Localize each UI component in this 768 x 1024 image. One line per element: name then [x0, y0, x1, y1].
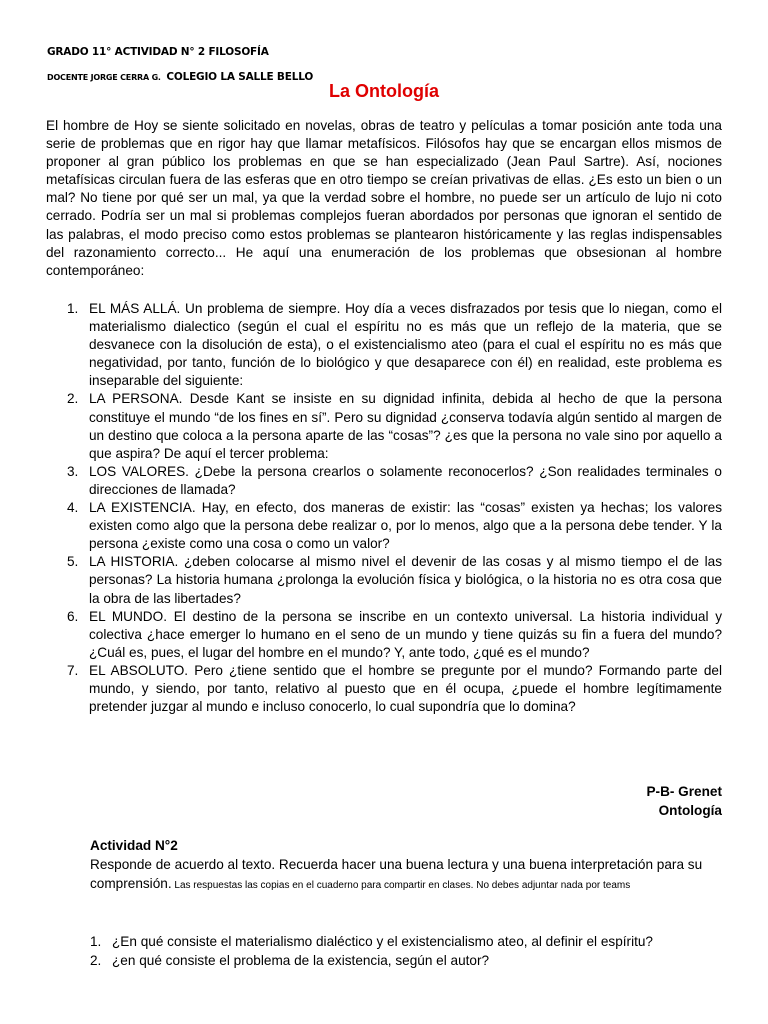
list-item [90, 933, 730, 952]
list-item [46, 608, 722, 662]
list-item [46, 662, 722, 716]
activity-instructions [90, 856, 730, 895]
activity-note-small: Las respuestas las copias en el cuaderno para compartir en clases. [171, 879, 474, 891]
list-item-text: LA PERSONA. Desde Kant se insiste en su dignidad infinita, debida al hecho de que la persona constituye el mundo “de los fines en sí”. Pero su dignidad ¿conserva todavía algún sentido al margen de un destino que coloca a la persona aparte de las “cosas”? ¿es que la persona no vale sino por aquello a que aspira? De aquí el tercer problema: [89, 391, 722, 461]
list-item [46, 553, 722, 607]
list-item-number: 2. [67, 391, 79, 407]
list-item [46, 463, 722, 499]
list-item [90, 952, 730, 971]
question-number: 2. [90, 952, 102, 968]
list-item [46, 499, 722, 553]
list-item-number: 6. [67, 608, 79, 624]
problems-list [46, 300, 722, 716]
list-item-number: 3. [67, 463, 79, 479]
question-text: ¿En qué consiste el materialismo dialéctico y el existencialismo ateo, al definir el espíritu? [112, 934, 653, 949]
list-item-text: LA HISTORIA. ¿deben colocarse al mismo nivel el devenir de las cosas y al mismo tiempo el de las personas? La historia humana ¿prolonga la evolución física y biológica, o la historia no es otra cosa que la obra de las libertades? [89, 554, 722, 606]
intro-paragraph: El hombre de Hoy se siente solicitado en novelas, obras de teatro y películas a tomar posición ante toda una serie de problemas que en rigor hay que llamar metafísicos. Filósofos hay que se encargan ellos mismos de proponer al gran público los problemas en que se han especializado (Jean Paul Sartre). Así, nociones metafísicas circulan fuera de las esferas que en otro tiempo se creían privativas de ellas. ¿Es esto un bien o un mal? No tiene por qué ser un mal, ya que la verdad sobre el hombre, no puede ser un artículo de lujo ni coto cerrado. Podría ser un mal si problemas complejos fueran abordados por personas que ignoran el sentido de las palabras, el modo preciso como estos problemas se plantearon históricamente y las reglas indispensables del razonamiento correcto... He aquí una enumeración de los problemas que obsesionan al hombre contemporáneo: [46, 118, 722, 278]
header-teacher: DOCENTE JORGE CERRA G. [47, 73, 161, 82]
list-item-text: LOS VALORES. ¿Debe la persona crearlos o solamente reconocerlos? ¿Son realidades terminales o direcciones de llamada? [89, 463, 722, 497]
list-item-number: 5. [67, 554, 79, 570]
signature-work: Ontología [658, 803, 722, 818]
list-item-text: EL MÁS ALLÁ. Un problema de siempre. Hoy día a veces disfrazados por tesis que lo niegan, como el materialismo dialectico (según el cual el espíritu no es más que un reflejo de la materia, que se desvanece con la disolución de esta), o el existencialismo ateo (para el cual el espíritu no es más que negatividad, por tanto, función de lo biológico y que desaparece con él) en realidad, este problema es inseparable del siguiente: [89, 301, 722, 389]
document-title: La Ontología [329, 81, 439, 101]
header-school: COLEGIO LA SALLE BELLO [166, 71, 314, 83]
list-item-text: LA EXISTENCIA. Hay, en efecto, dos maneras de existir: las “cosas” existen ya hechas; los valores existen como algo que la persona debe realizar o, por lo menos, algo que a la persona debe tender. Y la persona ¿existe como una cosa o como un valor? [89, 500, 722, 552]
list-item-number: 1. [67, 301, 79, 316]
list-item [46, 390, 722, 462]
header-grade-activity: GRADO 11° ACTIVIDAD N° 2 FILOSOFÍA [47, 46, 269, 58]
question-number: 1. [90, 934, 102, 949]
list-item-number: 7. [67, 662, 79, 678]
activity-note-end: No debes adjuntar nada por teams [473, 879, 631, 891]
list-item [46, 300, 722, 390]
list-item-number: 4. [67, 500, 79, 516]
activity-instructions-text: Responde de acuerdo al texto. Recuerda hacer una buena lectura y una buena interpretación para su comprensión. [90, 857, 703, 891]
list-item-text: EL MUNDO. El destino de la persona se inscribe en un contexto universal. La historia individual y colectiva ¿hace emerger lo humano en el seno de un mundo y tiene quizás su fin a fuera del mundo? ¿Cuál es, pues, el lugar del hombre en el mundo? Y, ante todo, ¿qué es el mundo? [89, 608, 722, 660]
signature-author: P-B- Grenet [646, 784, 722, 799]
question-text: ¿en qué consiste el problema de la existencia, según el autor? [112, 952, 490, 968]
list-item-text: EL ABSOLUTO. Pero ¿tiene sentido que el hombre se pregunte por el mundo? Formando parte del mundo, y siendo, por tanto, relativo al puesto que en él ocupa, ¿puede el hombre legítimamente pretender juzgar al mundo e incluso conocerlo, lo cual supondría que lo domina? [89, 662, 722, 715]
activity-title: Actividad N°2 [90, 838, 178, 853]
questions-list [90, 933, 730, 970]
